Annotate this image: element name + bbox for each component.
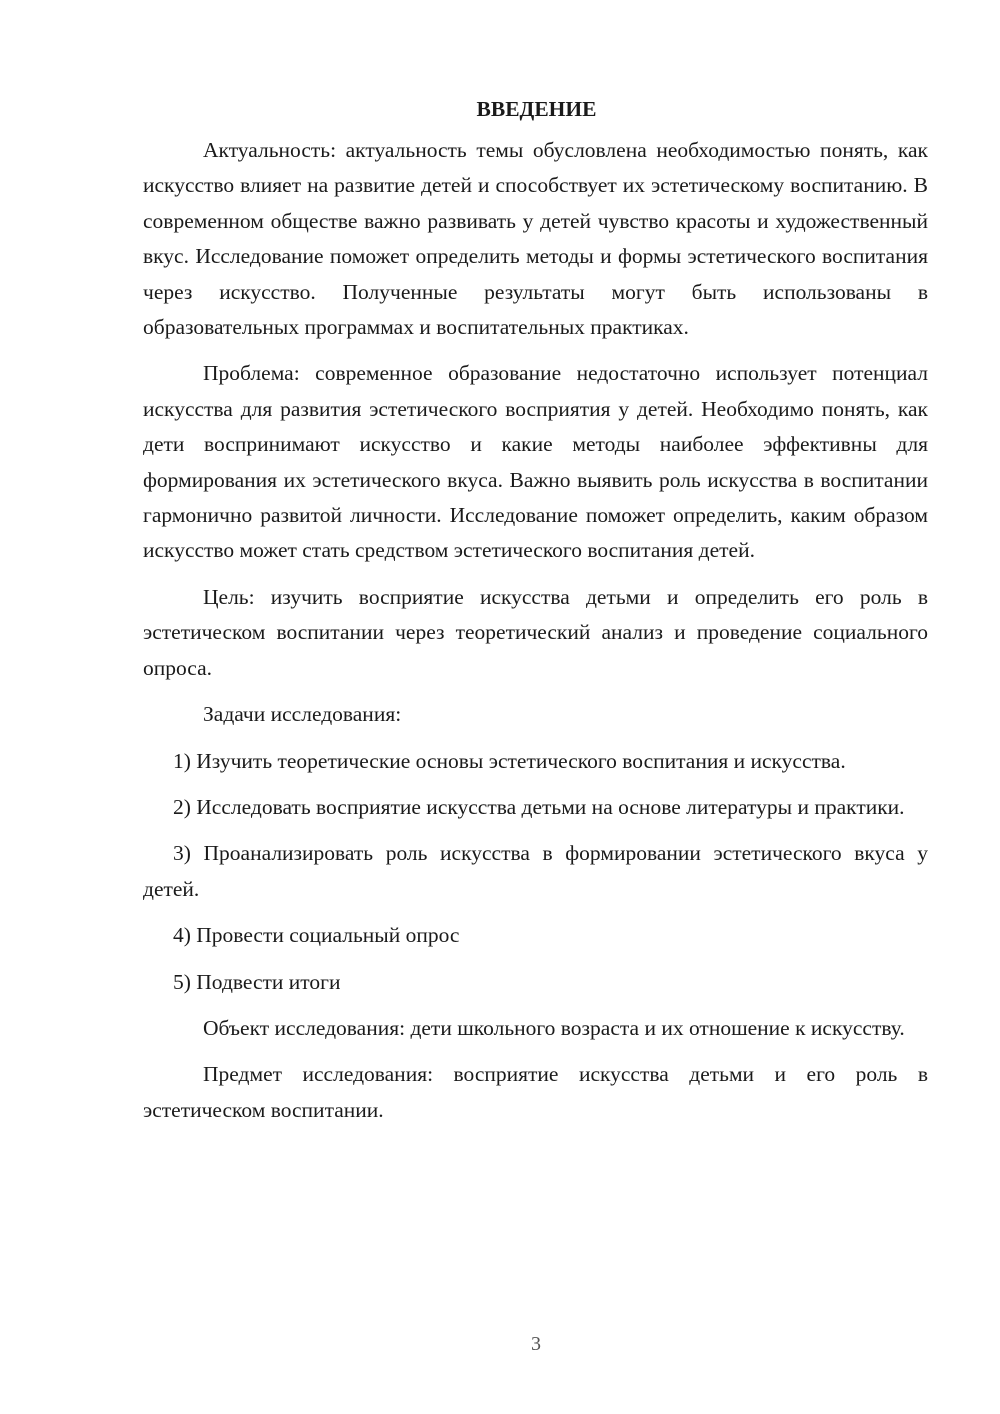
tasks-heading: Задачи исследования: (203, 702, 402, 727)
page-number: 3 (531, 1333, 541, 1355)
document-page (143, 92, 928, 1139)
problem-paragraph: Проблема: современное образование недостаточно использует потенциал искусства для развития эстетического восприятия у детей. Необходимо понять, как дети воспринимают искусство и какие методы наиболее эффективны для формирования их эстетического вкуса. Важно выявить роль искусства в воспитании гармонично развитой личности. Исследование поможет определить, каким образом искусство может стать средством эстетического воспитания детей. (143, 361, 928, 563)
task-item: 2) Исследовать восприятие искусства детьми на основе литературы и практики. (173, 794, 905, 819)
subject-paragraph: Предмет исследования: восприятие искусства детьми и его роль в эстетическом воспитании. (143, 1062, 928, 1122)
object-paragraph: Объект исследования: дети школьного возраста и их отношение к искусству. (203, 1015, 905, 1040)
goal-paragraph: Цель: изучить восприятие искусства детьми и определить его роль в эстетическом воспитании через теоретический анализ и проведение социального опроса. (143, 584, 928, 680)
task-item: 5) Подвести итоги (173, 969, 341, 994)
relevance-paragraph: Актуальность: актуальность темы обусловлена необходимостью понять, как искусство влияет на развитие детей и способствует их эстетическому воспитанию. В современном обществе важно развивать у детей чувство красоты и художественный вкус. Исследование поможет определить методы и формы эстетического воспитания через искусство. Полученные результаты могут быть использованы в образовательных программах и воспитательных практиках. (143, 138, 928, 340)
task-item: 3) Проанализировать роль искусства в формировании эстетического вкуса у детей. (143, 841, 928, 901)
task-item: 4) Провести социальный опрос (173, 923, 460, 948)
page-title: ВВЕДЕНИЕ (476, 97, 597, 121)
task-item: 1) Изучить теоретические основы эстетического воспитания и искусства. (173, 748, 846, 773)
